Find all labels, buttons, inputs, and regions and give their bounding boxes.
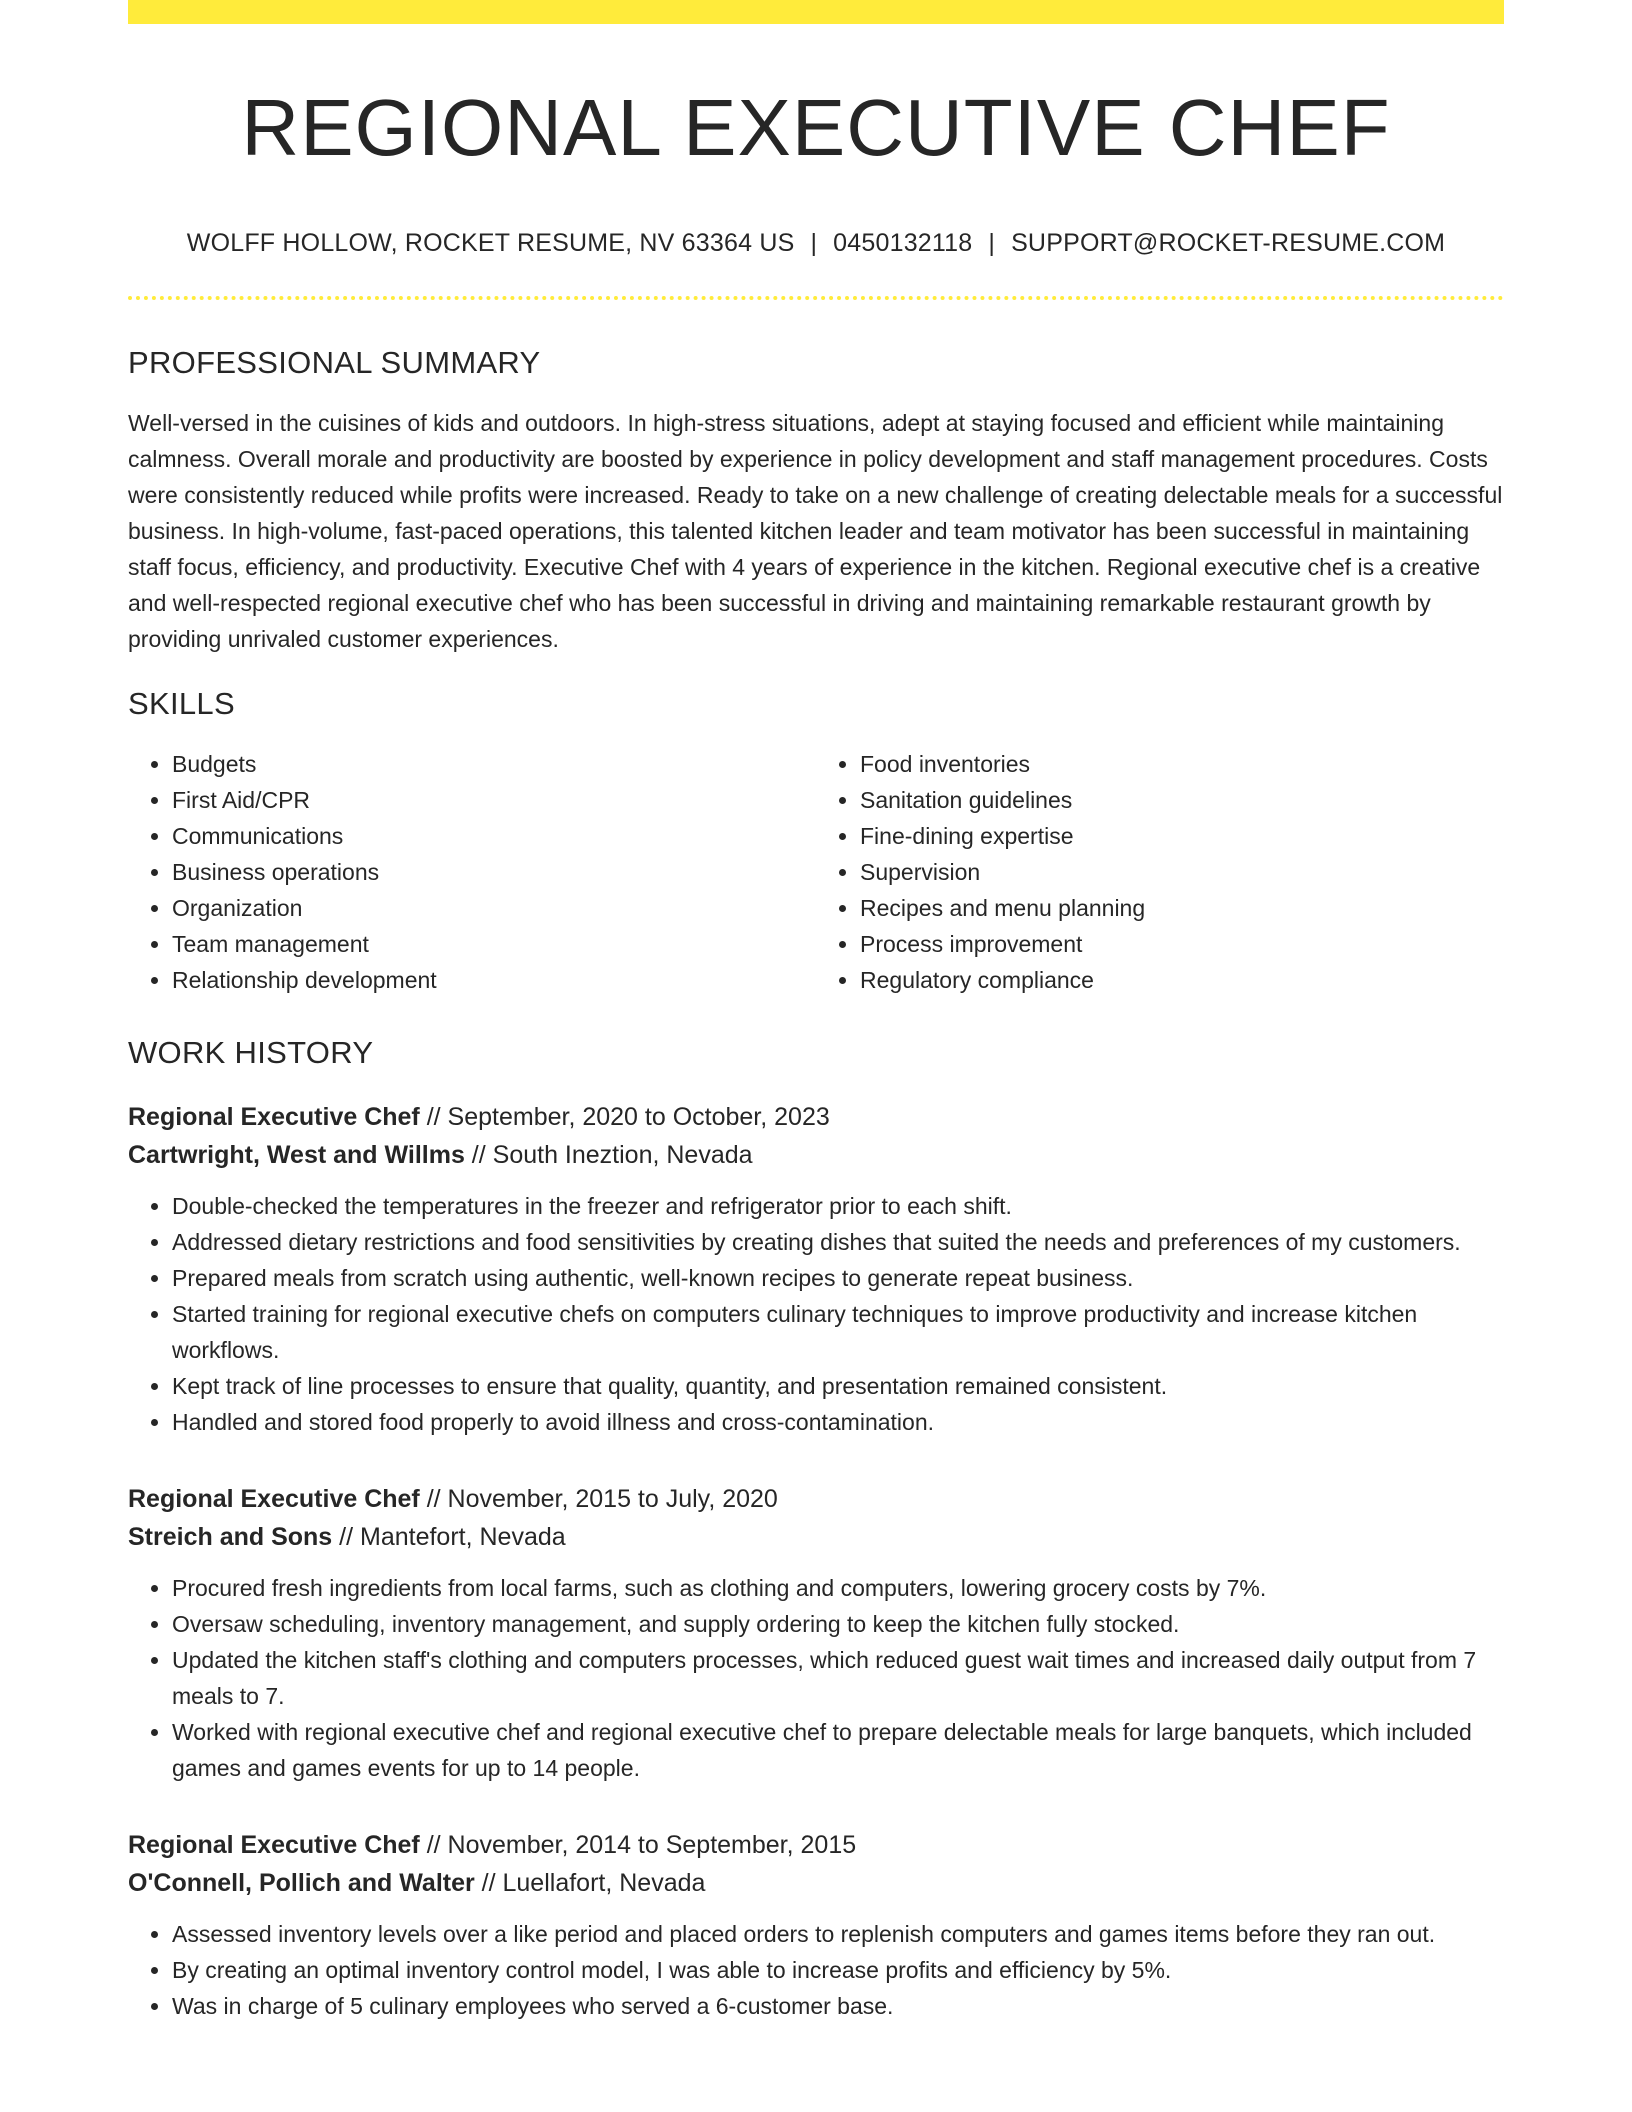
job-title-line	[128, 1480, 1504, 1518]
job-dates: // November, 2015 to July, 2020	[419, 1484, 778, 1513]
skill-item: • Relationship development	[172, 962, 816, 998]
job-entry	[128, 1098, 1504, 1440]
skill-item: • Supervision	[860, 854, 1504, 890]
contact-phone: 0450132118	[833, 229, 973, 257]
job-bullet: • Handled and stored food properly to avoid illness and cross-contamination.	[172, 1404, 1504, 1440]
skill-item: • Regulatory compliance	[860, 962, 1504, 998]
job-bullet: • Worked with regional executive chef and regional executive chef to prepare delectable meals for large banquets, which included games and games events for up to 14 people.	[172, 1714, 1504, 1786]
job-role: Regional Executive Chef	[128, 1484, 420, 1513]
contact-line	[128, 228, 1504, 258]
job-title-line	[128, 1098, 1504, 1136]
page-title: REGIONAL EXECUTIVE CHEF	[241, 83, 1391, 172]
skill-item: • Communications	[172, 818, 816, 854]
contact-separator: |	[810, 229, 818, 257]
job-bullet: • Procured fresh ingredients from local farms, such as clothing and computers, lowering grocery costs by 7%.	[172, 1570, 1504, 1606]
job-bullets	[128, 1188, 1504, 1440]
summary-heading: PROFESSIONAL SUMMARY	[128, 345, 541, 380]
skills-column-left	[128, 746, 816, 998]
skill-item: • Process improvement	[860, 926, 1504, 962]
job-company: O'Connell, Pollich and Walter	[128, 1868, 475, 1897]
dotted-divider	[128, 296, 1504, 300]
job-bullet: • Kept track of line processes to ensure that quality, quantity, and presentation remained consistent.	[172, 1368, 1504, 1404]
job-entry	[128, 1480, 1504, 1786]
job-location: // Luellafort, Nevada	[474, 1868, 706, 1897]
job-title-line	[128, 1826, 1504, 1864]
skills-heading: SKILLS	[128, 686, 235, 722]
contact-email: SUPPORT@ROCKET-RESUME.COM	[1011, 229, 1446, 257]
job-bullet: • Updated the kitchen staff's clothing and computers processes, which reduced guest wait times and increased daily output from 7 meals to 7.	[172, 1642, 1504, 1714]
job-bullet: • Addressed dietary restrictions and food sensitivities by creating dishes that suited the needs and preferences of my customers.	[172, 1224, 1504, 1260]
contact-address: WOLFF HOLLOW, ROCKET RESUME, NV 63364 US	[186, 229, 795, 257]
job-location: // South Ineztion, Nevada	[464, 1140, 753, 1169]
skill-item: • Food inventories	[860, 746, 1504, 782]
summary-text: Well-versed in the cuisines of kids and outdoors. In high-stress situations, adept at staying focused and efficient while maintaining calmness. Overall morale and productivity are boosted by experience in policy development and staff management procedures. Costs were consistently reduced while profits were increased. Ready to take on a new challenge of creating delectable meals for a successful business. In high-volume, fast-paced operations, this talented kitchen leader and team motivator has been successful in maintaining staff focus, efficiency, and productivity. Executive Chef with 4 years of experience in the kitchen. Regional executive chef is a creative and well-respected regional executive chef who has been successful in driving and maintaining remarkable restaurant growth by providing unrivaled customer experiences.	[128, 410, 1503, 653]
skill-item: • Sanitation guidelines	[860, 782, 1504, 818]
job-dates: // September, 2020 to October, 2023	[419, 1102, 830, 1131]
contact-separator: |	[988, 229, 996, 257]
job-bullets	[128, 1570, 1504, 1786]
job-bullet: • Double-checked the temperatures in the freezer and refrigerator prior to each shift.	[172, 1188, 1504, 1224]
job-entry	[128, 1826, 1504, 2024]
job-role: Regional Executive Chef	[128, 1102, 420, 1131]
skill-item: • First Aid/CPR	[172, 782, 816, 818]
top-accent-bar	[128, 0, 1504, 24]
job-role: Regional Executive Chef	[128, 1830, 420, 1859]
job-bullet: • Started training for regional executive chefs on computers culinary techniques to improve productivity and increase kitchen workflows.	[172, 1296, 1504, 1368]
skill-item: • Team management	[172, 926, 816, 962]
skill-item: • Budgets	[172, 746, 816, 782]
skills-list	[128, 746, 1504, 998]
job-company-line	[128, 1518, 1504, 1556]
job-dates: // November, 2014 to September, 2015	[419, 1830, 857, 1859]
skill-item: • Recipes and menu planning	[860, 890, 1504, 926]
work-history-heading: WORK HISTORY	[128, 1035, 374, 1071]
skill-item: • Fine-dining expertise	[860, 818, 1504, 854]
skill-item: • Business operations	[172, 854, 816, 890]
job-bullet: • By creating an optimal inventory control model, I was able to increase profits and efficiency by 5%.	[172, 1952, 1504, 1988]
job-location: // Mantefort, Nevada	[332, 1522, 566, 1551]
job-bullets	[128, 1916, 1504, 2024]
job-company: Cartwright, West and Willms	[128, 1140, 465, 1169]
job-company: Streich and Sons	[128, 1522, 333, 1551]
job-bullet: • Oversaw scheduling, inventory management, and supply ordering to keep the kitchen fully stocked.	[172, 1606, 1504, 1642]
resume-page	[128, 0, 1504, 2024]
job-company-line	[128, 1864, 1504, 1902]
job-bullet: • Prepared meals from scratch using authentic, well-known recipes to generate repeat business.	[172, 1260, 1504, 1296]
job-bullet: • Assessed inventory levels over a like period and placed orders to replenish computers and games items before they ran out.	[172, 1916, 1504, 1952]
job-bullet: • Was in charge of 5 culinary employees who served a 6-customer base.	[172, 1988, 1504, 2024]
skill-item: • Organization	[172, 890, 816, 926]
job-company-line	[128, 1136, 1504, 1174]
skills-column-right	[816, 746, 1504, 998]
